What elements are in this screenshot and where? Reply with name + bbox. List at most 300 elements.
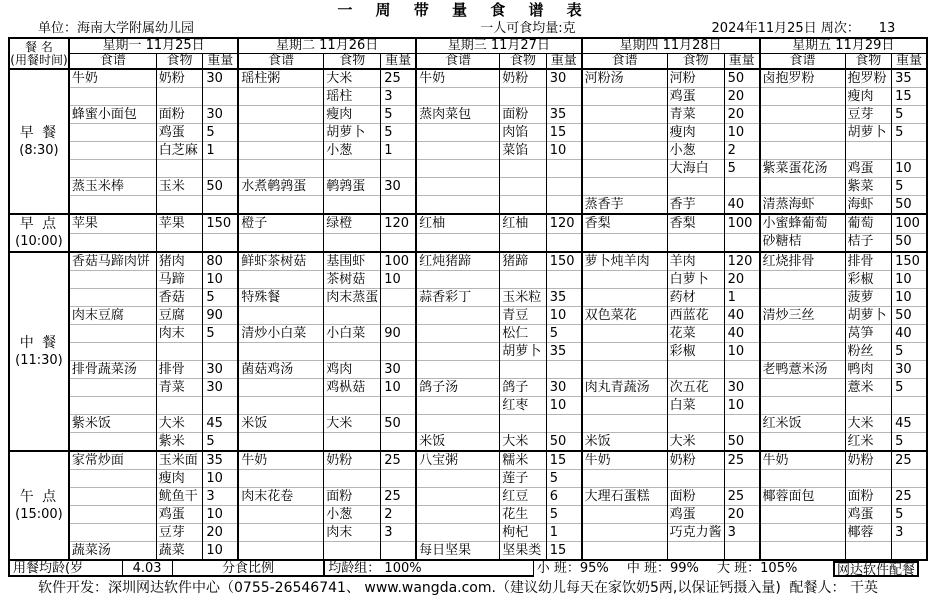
avg-age-label: 用餐均龄(岁 — [8, 561, 123, 577]
cell-food — [324, 470, 381, 488]
cell-food — [156, 160, 203, 178]
cell-food: 莲子 — [500, 470, 547, 488]
cell-weight: 5 — [381, 106, 416, 124]
class-percents — [534, 561, 833, 577]
cell-recipe: 蒸香芋 — [582, 196, 668, 215]
cell-food: 大米 — [500, 433, 547, 452]
cell-weight: 25 — [381, 69, 416, 88]
cell-weight: 10 — [724, 124, 759, 142]
cell-recipe — [582, 160, 668, 178]
cell-weight: 10 — [892, 160, 927, 178]
cell-weight — [724, 542, 759, 561]
sub-header-食物: 食物 — [500, 54, 547, 70]
cell-weight: 1 — [724, 289, 759, 307]
cell-recipe — [416, 361, 500, 379]
cell-recipe: 香梨 — [582, 214, 668, 233]
cell-recipe — [582, 178, 668, 196]
cell-recipe: 蜂蜜小面包 — [69, 106, 156, 124]
cell-recipe — [238, 470, 324, 488]
cell-weight — [892, 470, 927, 488]
cell-recipe: 椰蓉面包 — [760, 488, 846, 506]
cell-food: 河粉 — [667, 69, 724, 88]
cell-weight: 50 — [203, 178, 238, 196]
cell-weight — [381, 233, 416, 252]
cell-food: 肉馅 — [500, 124, 547, 142]
meal-name: 午 点 — [19, 488, 59, 505]
cell-recipe: 蒸肉菜包 — [416, 106, 500, 124]
cell-food: 大米 — [324, 69, 381, 88]
meal-time: (10:00) — [15, 234, 63, 249]
cell-food: 香芋 — [667, 196, 724, 215]
cell-weight: 35 — [203, 451, 238, 470]
cell-food — [667, 542, 724, 561]
cell-food: 白萝卜 — [667, 271, 724, 289]
cell-food — [324, 233, 381, 252]
cell-recipe: 红米饭 — [760, 415, 846, 433]
cell-weight: 150 — [546, 252, 581, 271]
cell-recipe — [760, 106, 846, 124]
cell-food: 小葱 — [667, 142, 724, 160]
cell-food: 香菇 — [156, 289, 203, 307]
cell-weight — [203, 160, 238, 178]
week-number: 13 — [878, 21, 896, 36]
cell-weight: 30 — [203, 69, 238, 88]
cell-recipe — [69, 488, 156, 506]
footer-row — [8, 577, 920, 599]
cell-weight — [892, 142, 927, 160]
cell-weight: 25 — [892, 488, 927, 506]
avg-age-value: 4.03 — [123, 561, 173, 577]
cell-weight — [546, 196, 581, 215]
cell-recipe — [582, 397, 668, 415]
cell-recipe — [760, 524, 846, 542]
cell-recipe — [760, 379, 846, 397]
cell-recipe: 清炒三丝 — [760, 307, 846, 325]
cell-weight — [546, 233, 581, 252]
cell-recipe — [416, 124, 500, 142]
caterer-label: 配餐人： — [789, 580, 846, 596]
cell-food: 面粉 — [667, 488, 724, 506]
cell-recipe — [238, 124, 324, 142]
cell-recipe — [416, 233, 500, 252]
page-title: 一 周 带 量 食 谱 表 — [337, 1, 591, 19]
cell-food: 蔬菜 — [156, 542, 203, 561]
cell-weight: 10 — [203, 271, 238, 289]
cell-recipe: 瑶柱粥 — [238, 69, 324, 88]
cell-recipe: 米饭 — [582, 433, 668, 452]
cell-recipe: 米饭 — [238, 415, 324, 433]
cell-food: 基围虾 — [324, 252, 381, 271]
cell-food — [156, 88, 203, 106]
cell-food: 豆芽 — [845, 106, 892, 124]
cell-recipe — [760, 433, 846, 452]
cell-weight: 5 — [892, 124, 927, 142]
cell-recipe — [238, 343, 324, 361]
menu-date: 2024年11月25日 — [711, 21, 817, 36]
cell-weight: 40 — [724, 307, 759, 325]
cell-weight: 5 — [203, 124, 238, 142]
cell-recipe — [760, 470, 846, 488]
cell-recipe — [760, 325, 846, 343]
cell-weight: 50 — [546, 433, 581, 452]
cell-recipe — [582, 124, 668, 142]
cell-food: 坚果类 — [500, 542, 547, 561]
cell-food: 瘦肉 — [845, 88, 892, 106]
cell-food: 白菜 — [667, 397, 724, 415]
cell-weight — [724, 361, 759, 379]
cell-weight: 10 — [381, 379, 416, 397]
cell-weight: 1 — [381, 142, 416, 160]
cell-weight — [381, 160, 416, 178]
cell-food: 大米 — [845, 415, 892, 433]
cell-food: 肉末 — [156, 325, 203, 343]
cell-food: 松仁 — [500, 325, 547, 343]
cell-food — [667, 470, 724, 488]
cell-weight: 3 — [892, 524, 927, 542]
cell-food — [667, 233, 724, 252]
cell-food: 猪蹄 — [500, 252, 547, 271]
cell-weight: 5 — [546, 506, 581, 524]
cell-recipe — [416, 506, 500, 524]
small-class-percent: 小 班：95% — [536, 561, 609, 576]
day-header-5: 星期五 11月29日 — [760, 38, 928, 54]
cell-weight: 3 — [381, 524, 416, 542]
cell-recipe: 卤抱罗粉 — [760, 69, 846, 88]
cell-recipe: 菌菇鸡汤 — [238, 361, 324, 379]
cell-food: 抱罗粉 — [845, 69, 892, 88]
cell-food: 小葱 — [324, 142, 381, 160]
cell-food: 排骨 — [845, 252, 892, 271]
cell-food: 次五花 — [667, 379, 724, 397]
cell-food: 瘦肉 — [324, 106, 381, 124]
cell-food: 鸡蛋 — [156, 506, 203, 524]
cell-food: 奶粉 — [156, 69, 203, 88]
cell-weight: 5 — [892, 106, 927, 124]
cell-food: 面粉 — [156, 106, 203, 124]
day-header-2: 星期二 11月26日 — [238, 38, 416, 54]
cell-food: 椰蓉 — [845, 524, 892, 542]
cell-recipe — [760, 178, 846, 196]
cell-food: 红枣 — [500, 397, 547, 415]
cell-recipe — [69, 160, 156, 178]
cell-recipe: 牛奶 — [760, 451, 846, 470]
cell-food: 瘦肉 — [156, 470, 203, 488]
cell-recipe: 苹果 — [69, 214, 156, 233]
sub-header-重量: 重量 — [724, 54, 759, 70]
cell-food: 奶粉 — [324, 451, 381, 470]
cell-food — [845, 142, 892, 160]
day-header-4: 星期四 11月28日 — [582, 38, 760, 54]
cell-weight: 15 — [546, 542, 581, 561]
cell-weight — [203, 88, 238, 106]
cell-weight: 5 — [203, 325, 238, 343]
cell-recipe: 香菇马蹄肉饼 — [69, 252, 156, 271]
cell-food — [500, 361, 547, 379]
cell-weight: 100 — [381, 252, 416, 271]
cell-food — [667, 361, 724, 379]
cell-food: 紫米 — [156, 433, 203, 452]
cell-food: 鸡蛋 — [845, 506, 892, 524]
cell-recipe — [238, 196, 324, 215]
cell-food: 肉末蒸蛋 — [324, 289, 381, 307]
cell-food: 玉米面 — [156, 451, 203, 470]
sub-header-食谱: 食谱 — [69, 54, 156, 70]
cell-food: 鱿鱼干 — [156, 488, 203, 506]
cell-weight — [203, 397, 238, 415]
cell-recipe: 特殊餐 — [238, 289, 324, 307]
cell-recipe — [582, 106, 668, 124]
cell-weight: 10 — [203, 470, 238, 488]
sub-header-食谱: 食谱 — [238, 54, 324, 70]
cell-recipe — [582, 88, 668, 106]
cell-weight: 5 — [892, 379, 927, 397]
meal-name: 早 餐 — [19, 124, 59, 141]
cell-food: 鸭肉 — [845, 361, 892, 379]
cell-weight: 5 — [203, 433, 238, 452]
cell-food: 豆腐 — [156, 307, 203, 325]
cell-recipe — [69, 233, 156, 252]
cell-weight: 5 — [381, 124, 416, 142]
cell-weight: 3 — [203, 488, 238, 506]
cell-food: 瑶柱 — [324, 88, 381, 106]
cell-recipe — [582, 271, 668, 289]
cell-weight: 10 — [892, 289, 927, 307]
cell-weight: 10 — [546, 142, 581, 160]
cell-recipe: 萝卜炖羊肉 — [582, 252, 668, 271]
cell-food — [156, 397, 203, 415]
cell-recipe — [69, 433, 156, 452]
cell-food: 海虾 — [845, 196, 892, 215]
menu-table-body — [9, 69, 927, 560]
cell-recipe — [69, 88, 156, 106]
cell-weight: 40 — [724, 325, 759, 343]
cell-food — [500, 271, 547, 289]
meal-time: (8:30) — [19, 142, 59, 158]
cell-food: 奶粉 — [667, 451, 724, 470]
cell-weight — [546, 361, 581, 379]
cell-weight: 30 — [546, 69, 581, 88]
cell-recipe — [416, 160, 500, 178]
cell-food: 粉丝 — [845, 343, 892, 361]
cell-weight: 5 — [892, 433, 927, 452]
cell-weight: 30 — [203, 379, 238, 397]
cell-food: 鹌鹑蛋 — [324, 178, 381, 196]
cell-recipe — [238, 160, 324, 178]
cell-recipe: 老鸭薏米汤 — [760, 361, 846, 379]
cell-recipe — [238, 142, 324, 160]
cell-food: 花生 — [500, 506, 547, 524]
cell-weight: 150 — [203, 214, 238, 233]
cell-weight: 5 — [892, 506, 927, 524]
meal-col-header — [9, 38, 69, 69]
cell-weight: 10 — [724, 343, 759, 361]
cell-weight: 40 — [892, 325, 927, 343]
cell-recipe — [238, 88, 324, 106]
age-group-percent: 均龄组： 100% — [325, 561, 533, 577]
cell-weight: 45 — [203, 415, 238, 433]
cell-food — [324, 542, 381, 561]
cell-recipe: 清炒小白菜 — [238, 325, 324, 343]
cell-recipe: 红炖猪蹄 — [416, 252, 500, 271]
caterer — [781, 577, 878, 599]
cell-food — [667, 415, 724, 433]
cell-recipe: 蔬菜汤 — [69, 542, 156, 561]
cell-recipe — [416, 524, 500, 542]
meal-name-cell — [9, 69, 69, 214]
meal-name: 中 餐 — [19, 334, 59, 351]
cell-weight: 25 — [892, 451, 927, 470]
cell-recipe: 蒜香彩丁 — [416, 289, 500, 307]
cell-weight — [546, 415, 581, 433]
cell-weight: 30 — [892, 361, 927, 379]
cell-recipe — [416, 488, 500, 506]
cell-food: 彩椒 — [845, 271, 892, 289]
cell-weight: 120 — [546, 214, 581, 233]
cell-recipe — [69, 325, 156, 343]
cell-food: 胡萝卜 — [845, 307, 892, 325]
cell-food — [324, 196, 381, 215]
cell-food: 菠萝 — [845, 289, 892, 307]
middle-class-percent: 中 班：99% — [626, 561, 699, 576]
cell-weight — [381, 397, 416, 415]
cell-weight — [203, 196, 238, 215]
cell-weight: 35 — [546, 343, 581, 361]
cell-recipe — [69, 289, 156, 307]
cell-recipe: 河粉汤 — [582, 69, 668, 88]
cell-food — [845, 542, 892, 561]
cell-weight: 50 — [892, 196, 927, 215]
cell-weight: 1 — [546, 524, 581, 542]
cell-food — [324, 160, 381, 178]
cell-food: 莴笋 — [845, 325, 892, 343]
cell-food: 鸡蛋 — [667, 506, 724, 524]
cell-recipe — [238, 106, 324, 124]
cell-food: 葡萄 — [845, 214, 892, 233]
cell-recipe — [238, 379, 324, 397]
cell-recipe — [238, 524, 324, 542]
cell-recipe — [582, 470, 668, 488]
cell-food — [500, 160, 547, 178]
cell-weight: 20 — [724, 271, 759, 289]
cell-food: 小白菜 — [324, 325, 381, 343]
cell-weight — [203, 233, 238, 252]
cell-recipe — [69, 506, 156, 524]
cell-recipe — [416, 142, 500, 160]
cell-weight — [203, 343, 238, 361]
cell-weight: 20 — [724, 88, 759, 106]
cell-weight: 30 — [381, 361, 416, 379]
cell-weight: 30 — [381, 178, 416, 196]
info-row — [0, 20, 928, 37]
cell-recipe — [416, 397, 500, 415]
cell-food: 鸡蛋 — [845, 160, 892, 178]
cell-weight — [381, 470, 416, 488]
cell-food — [500, 196, 547, 215]
cell-recipe — [416, 343, 500, 361]
cell-recipe — [760, 271, 846, 289]
cell-food: 猪肉 — [156, 252, 203, 271]
cell-recipe — [582, 325, 668, 343]
cell-food: 面粉 — [500, 106, 547, 124]
cell-weight: 120 — [724, 252, 759, 271]
cell-recipe — [416, 307, 500, 325]
cell-food: 鸡蛋 — [156, 124, 203, 142]
cell-recipe — [760, 142, 846, 160]
cell-recipe — [238, 233, 324, 252]
cell-weight: 10 — [546, 307, 581, 325]
cell-recipe — [416, 415, 500, 433]
cell-food: 胡萝卜 — [324, 124, 381, 142]
cell-weight: 120 — [381, 214, 416, 233]
cell-recipe — [416, 88, 500, 106]
cell-recipe: 鲜虾茶树菇 — [238, 252, 324, 271]
cell-food: 苹果 — [156, 214, 203, 233]
cell-weight — [381, 542, 416, 561]
cell-food: 鸡肉 — [324, 361, 381, 379]
cell-weight: 10 — [381, 271, 416, 289]
cell-weight: 30 — [724, 379, 759, 397]
cell-weight: 150 — [892, 252, 927, 271]
cell-weight: 5 — [546, 325, 581, 343]
cell-recipe: 米饭 — [416, 433, 500, 452]
cell-recipe: 紫菜蛋花汤 — [760, 160, 846, 178]
cell-weight: 15 — [892, 88, 927, 106]
sub-header-食谱: 食谱 — [760, 54, 846, 70]
cell-recipe: 大理石蛋糕 — [582, 488, 668, 506]
cell-food — [845, 397, 892, 415]
cell-food: 鸡枞菇 — [324, 379, 381, 397]
cell-recipe — [238, 397, 324, 415]
cell-food: 鸡蛋 — [667, 88, 724, 106]
cell-weight — [546, 271, 581, 289]
cell-food: 玉米 — [156, 178, 203, 196]
cell-recipe — [238, 433, 324, 452]
cell-weight: 3 — [724, 524, 759, 542]
cell-weight — [381, 289, 416, 307]
cell-weight: 5 — [546, 470, 581, 488]
cell-food: 鸽子 — [500, 379, 547, 397]
cell-food: 菜馅 — [500, 142, 547, 160]
cell-recipe — [416, 196, 500, 215]
cell-recipe — [69, 271, 156, 289]
per-person-label: 一人可食均量:克 — [480, 21, 576, 36]
menu-table — [8, 37, 928, 561]
day-header-3: 星期三 11月27日 — [416, 38, 582, 54]
cell-recipe — [69, 524, 156, 542]
cell-weight: 10 — [892, 271, 927, 289]
cell-recipe — [69, 379, 156, 397]
big-class-percent: 大 班：105% — [717, 561, 798, 576]
cell-food: 青菜 — [667, 106, 724, 124]
day-header-1: 星期一 11月25日 — [69, 38, 238, 54]
cell-weight: 10 — [546, 397, 581, 415]
sub-header-重量: 重量 — [381, 54, 416, 70]
cell-weight: 25 — [381, 488, 416, 506]
cell-weight — [546, 88, 581, 106]
share-ratio-label: 分食比例 — [173, 561, 326, 577]
cell-food: 玉米粒 — [500, 289, 547, 307]
cell-food: 大米 — [324, 415, 381, 433]
cell-recipe: 小蜜蜂葡萄 — [760, 214, 846, 233]
cell-food: 奶粉 — [845, 451, 892, 470]
cell-recipe — [238, 271, 324, 289]
cell-recipe — [582, 524, 668, 542]
cell-weight — [381, 343, 416, 361]
cell-recipe: 每日坚果 — [416, 542, 500, 561]
cell-recipe — [760, 542, 846, 561]
cell-recipe — [582, 289, 668, 307]
cell-food: 茶树菇 — [324, 271, 381, 289]
